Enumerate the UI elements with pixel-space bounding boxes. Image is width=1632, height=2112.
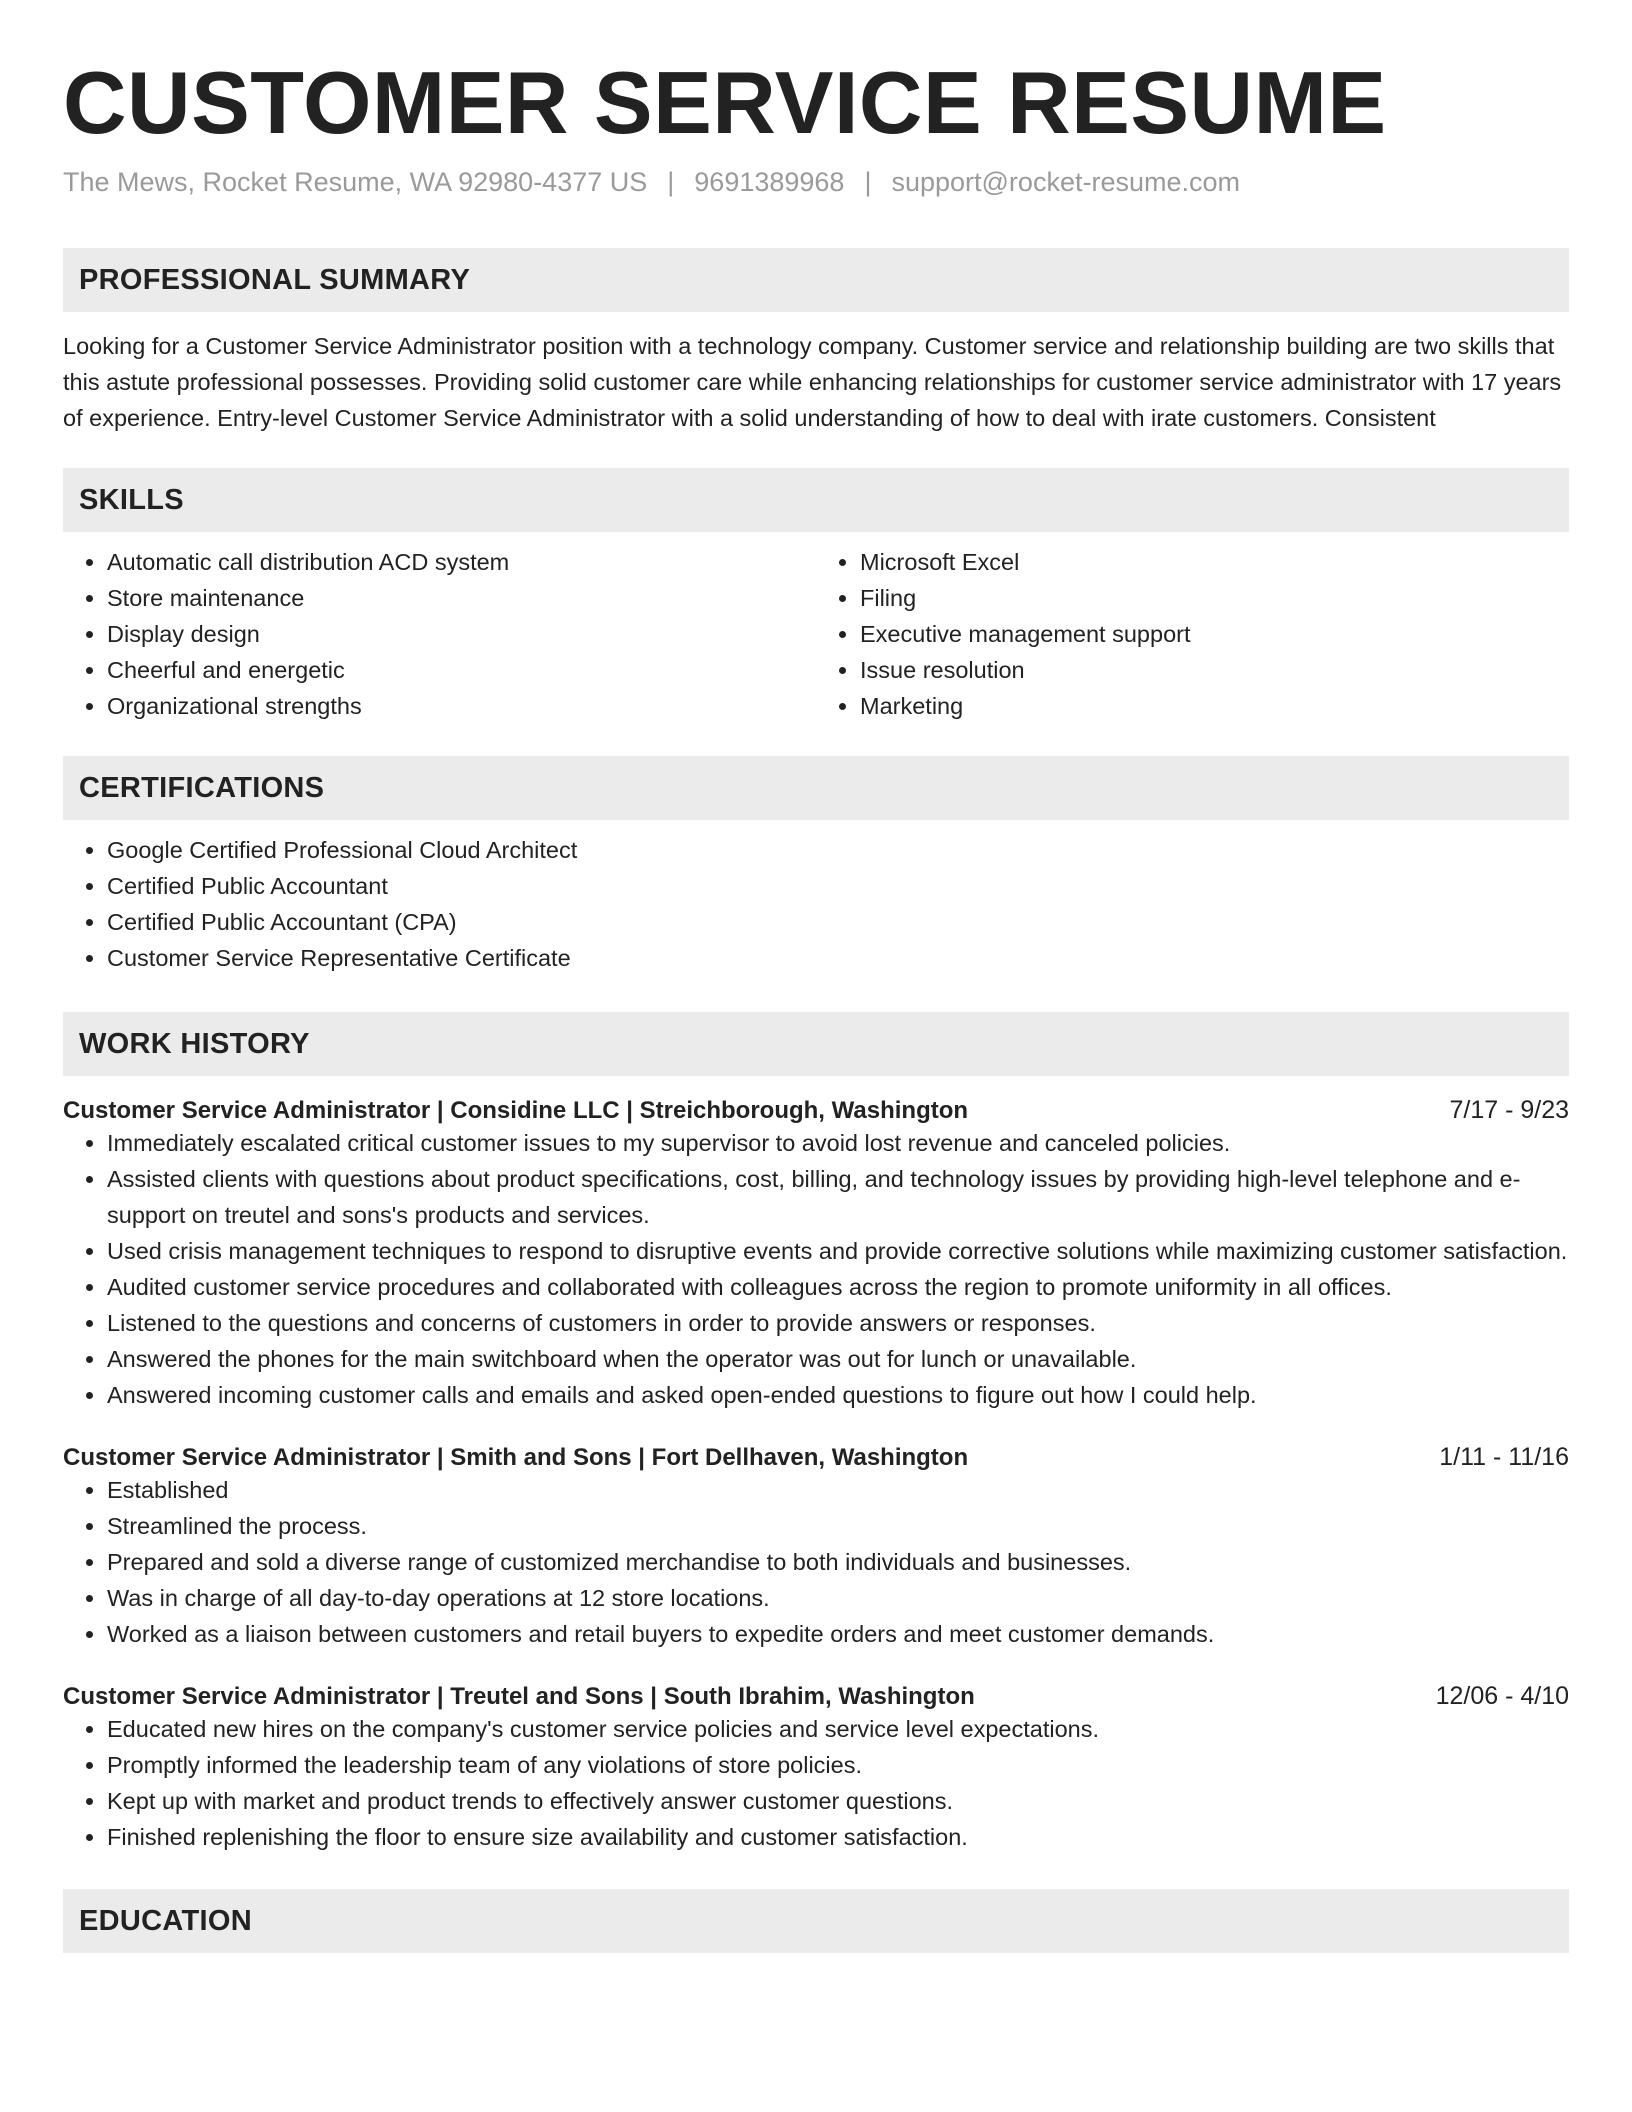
section-header-summary: PROFESSIONAL SUMMARY xyxy=(63,248,1569,312)
job-title-company: Customer Service Administrator | Considine LLC | Streichborough, Washington xyxy=(63,1097,969,1125)
job-bullet: • Audited customer service procedures and collaborated with colleagues across the region to promote uniformity in all offices. xyxy=(107,1269,1569,1305)
skill-item: • Display design xyxy=(107,616,816,652)
job-bullet: • Answered incoming customer calls and emails and asked open-ended questions to figure out how I could help. xyxy=(107,1377,1569,1413)
job-heading xyxy=(63,1096,1569,1125)
job-bullets xyxy=(63,1125,1569,1413)
skill-item: • Cheerful and energetic xyxy=(107,652,816,688)
job-bullet: • Streamlined the process. xyxy=(107,1508,1569,1544)
skill-item: • Executive management support xyxy=(860,616,1569,652)
job-bullet: • Kept up with market and product trends to effectively answer customer questions. xyxy=(107,1783,1569,1819)
certification-item: • Certified Public Accountant (CPA) xyxy=(107,904,1569,940)
job-bullet: • Assisted clients with questions about product specifications, cost, billing, and technology issues by providing high-level telephone and e-support on treutel and sons's products and services. xyxy=(107,1161,1569,1233)
job-heading xyxy=(63,1682,1569,1711)
contact-separator: | xyxy=(864,167,872,198)
section-header-skills: SKILLS xyxy=(63,468,1569,532)
job-heading xyxy=(63,1443,1569,1472)
contact-line xyxy=(63,167,1569,198)
job-bullet: • Was in charge of all day-to-day operations at 12 store locations. xyxy=(107,1580,1569,1616)
skills-column-left xyxy=(63,544,816,724)
skill-item: • Filing xyxy=(860,580,1569,616)
skill-item: • Store maintenance xyxy=(107,580,816,616)
job-bullets xyxy=(63,1472,1569,1652)
skills-column-right xyxy=(816,544,1569,724)
skills-list-right xyxy=(816,544,1569,724)
job-dates: 7/17 - 9/23 xyxy=(1449,1096,1569,1125)
job-bullet: • Listened to the questions and concerns of customers in order to provide answers or responses. xyxy=(107,1305,1569,1341)
resume-title: CUSTOMER SERVICE RESUME xyxy=(63,53,1387,152)
contact-phone: 9691389968 xyxy=(694,167,845,198)
skills-list-left xyxy=(63,544,816,724)
section-header-education: EDUCATION xyxy=(63,1889,1569,1953)
job-title-company: Customer Service Administrator | Treutel and Sons | South Ibrahim, Washington xyxy=(63,1683,975,1711)
job-bullet: • Prepared and sold a diverse range of customized merchandise to both individuals and businesses. xyxy=(107,1544,1569,1580)
job-bullet: • Used crisis management techniques to respond to disruptive events and provide corrective solutions while maximizing customer satisfaction. xyxy=(107,1233,1569,1269)
contact-separator: | xyxy=(667,167,675,198)
job-bullets xyxy=(63,1711,1569,1855)
skills-grid xyxy=(63,544,1569,724)
certification-item: • Certified Public Accountant xyxy=(107,868,1569,904)
summary-text: Looking for a Customer Service Administrator position with a technology company. Customer service and relationship building are two skills that this astute professional possesses. Providing solid customer care while enhancing relationships for customer service administrator with 17 years of experience. Entry-level Customer Service Administrator with a solid understanding of how to deal with irate customers. Consistent xyxy=(63,333,1562,432)
section-header-certifications: CERTIFICATIONS xyxy=(63,756,1569,820)
skill-item: • Issue resolution xyxy=(860,652,1569,688)
contact-address: The Mews, Rocket Resume, WA 92980-4377 US xyxy=(63,167,648,198)
skill-item: • Organizational strengths xyxy=(107,688,816,724)
skill-item: • Marketing xyxy=(860,688,1569,724)
skill-item: • Microsoft Excel xyxy=(860,544,1569,580)
job-bullet: • Answered the phones for the main switchboard when the operator was out for lunch or unavailable. xyxy=(107,1341,1569,1377)
skill-item: • Automatic call distribution ACD system xyxy=(107,544,816,580)
job-bullet: • Finished replenishing the floor to ensure size availability and customer satisfaction. xyxy=(107,1819,1569,1855)
job-bullet: • Immediately escalated critical customer issues to my supervisor to avoid lost revenue and canceled policies. xyxy=(107,1125,1569,1161)
certification-item: • Customer Service Representative Certificate xyxy=(107,940,1569,976)
job-bullet: • Educated new hires on the company's customer service policies and service level expectations. xyxy=(107,1711,1569,1747)
certifications-list xyxy=(63,832,1569,976)
job-bullet: • Promptly informed the leadership team of any violations of store policies. xyxy=(107,1747,1569,1783)
certification-item: • Google Certified Professional Cloud Architect xyxy=(107,832,1569,868)
job-bullet: • Worked as a liaison between customers and retail buyers to expedite orders and meet customer demands. xyxy=(107,1616,1569,1652)
job-dates: 1/11 - 11/16 xyxy=(1439,1443,1569,1472)
job-title-company: Customer Service Administrator | Smith and Sons | Fort Dellhaven, Washington xyxy=(63,1444,969,1472)
job-bullet: • Established xyxy=(107,1472,1569,1508)
section-header-work-history: WORK HISTORY xyxy=(63,1012,1569,1076)
job-dates: 12/06 - 4/10 xyxy=(1435,1682,1569,1711)
contact-email: support@rocket-resume.com xyxy=(891,167,1240,198)
